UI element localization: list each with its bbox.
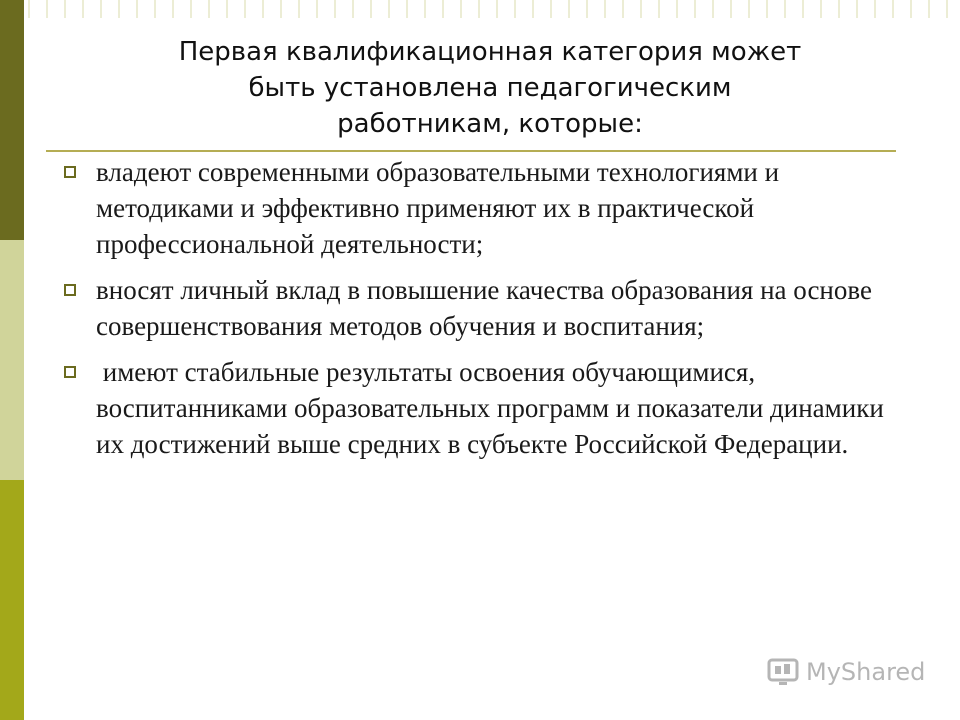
side-bar-bottom-segment	[0, 480, 24, 720]
bullet-text: вносят личный вклад в повышение качества образования на основе совершенствования методов обучения и воспитания;	[96, 275, 872, 341]
myshared-watermark[interactable]	[766, 652, 936, 692]
top-decorative-dots	[28, 0, 960, 18]
bullet-list	[58, 154, 891, 472]
square-bullet-icon	[64, 366, 76, 378]
square-bullet-icon	[64, 284, 76, 296]
bullet-text: имеют стабильные результаты освоения обучающимися, воспитанниками образовательных программ и показатели динамики их достижений выше средних в субъекте Российской Федерации.	[96, 357, 891, 459]
myshared-logo-icon	[766, 655, 800, 689]
list-item	[58, 154, 888, 262]
slide-title	[80, 34, 900, 142]
title-line-3: работникам, которые:	[337, 109, 643, 139]
watermark-text: MyShared	[806, 658, 926, 686]
side-bar-middle-segment	[0, 240, 24, 480]
list-item	[58, 272, 888, 344]
title-divider	[46, 150, 896, 152]
title-line-2: быть установлена педагогическим	[248, 73, 732, 103]
bullet-text: владеют современными образовательными технологиями и методиками и эффективно применяют их в практической профессиональной деятельности;	[96, 157, 780, 259]
list-item	[58, 354, 891, 462]
square-bullet-icon	[64, 166, 76, 178]
side-accent-bar	[0, 0, 24, 720]
title-line-1: Первая квалификационная категория может	[178, 37, 802, 67]
side-bar-top-segment	[0, 0, 24, 240]
